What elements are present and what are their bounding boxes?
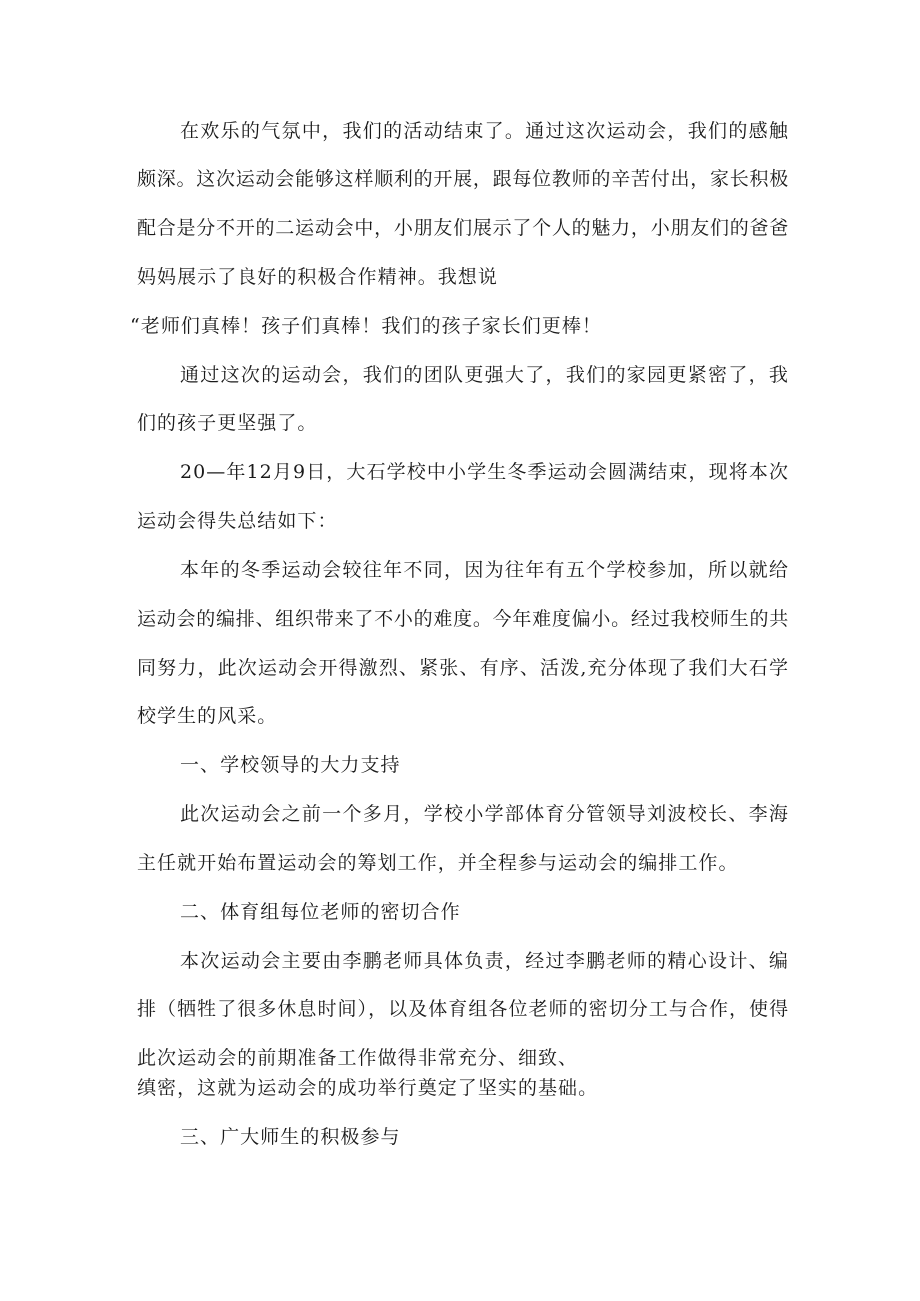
paragraph-line: 们的孩子更坚强了。: [137, 412, 318, 434]
paragraph-line: 运动会的编排、组织带来了不小的难度。今年难度偏小。经过我校师生的共: [137, 608, 789, 630]
paragraph-line: 颇深。这次运动会能够这样顺利的开展，跟每位教师的辛苦付出，家长积极: [137, 168, 789, 190]
paragraph-line: 20—年12月9日，大石学校中小学生冬季运动会圆满结束，现将本次: [180, 461, 789, 483]
paragraph-line: 配合是分不开的二运动会中，小朋友们展示了个人的魅力，小朋友们的爸爸: [137, 217, 789, 239]
paragraph-line: 此次运动会的前期准备工作做得非常充分、细致、: [137, 1047, 579, 1069]
section-heading: 二、体育组每位老师的密切合作: [180, 901, 461, 923]
paragraph-line: 此次运动会之前一个多月，学校小学部体育分管领导刘波校长、李海: [180, 803, 789, 825]
paragraph-line: 通过这次的运动会，我们的团队更强大了，我们的家园更紧密了，我: [180, 364, 789, 386]
section-heading: 一、学校领导的大力支持: [180, 754, 401, 776]
paragraph-line: 妈妈展示了良好的积极合作精神。我想说: [137, 266, 498, 288]
paragraph-line: 缜密，这就为运动会的成功举行奠定了坚实的基础。: [137, 1077, 599, 1099]
paragraph-line: 排（牺牲了很多休息时间），以及体育组各位老师的密切分工与合作，使得: [137, 998, 790, 1020]
paragraph-line: 在欢乐的气氛中，我们的活动结束了。通过这次运动会，我们的感触: [180, 120, 789, 142]
paragraph-line: “老师们真棒！孩子们真棒！我们的孩子家长们更棒！: [130, 315, 602, 337]
paragraph-line: 同努力，此次运动会开得激烈、紧张、有序、活泼,充分体现了我们大石学: [137, 657, 789, 679]
paragraph-line: 本年的冬季运动会较往年不同，因为往年有五个学校参加，所以就给: [180, 559, 789, 581]
section-heading: 三、广大师生的积极参与: [180, 1126, 401, 1148]
paragraph-line: 本次运动会主要由李鹏老师具体负责，经过李鹏老师的精心设计、编: [180, 950, 789, 972]
paragraph-line: 校学生的风采。: [137, 705, 278, 727]
paragraph-line: 运动会得失总结如下：: [137, 510, 338, 532]
paragraph-line: 主任就开始布置运动会的筹划工作，并全程参与运动会的编排工作。: [137, 852, 739, 874]
